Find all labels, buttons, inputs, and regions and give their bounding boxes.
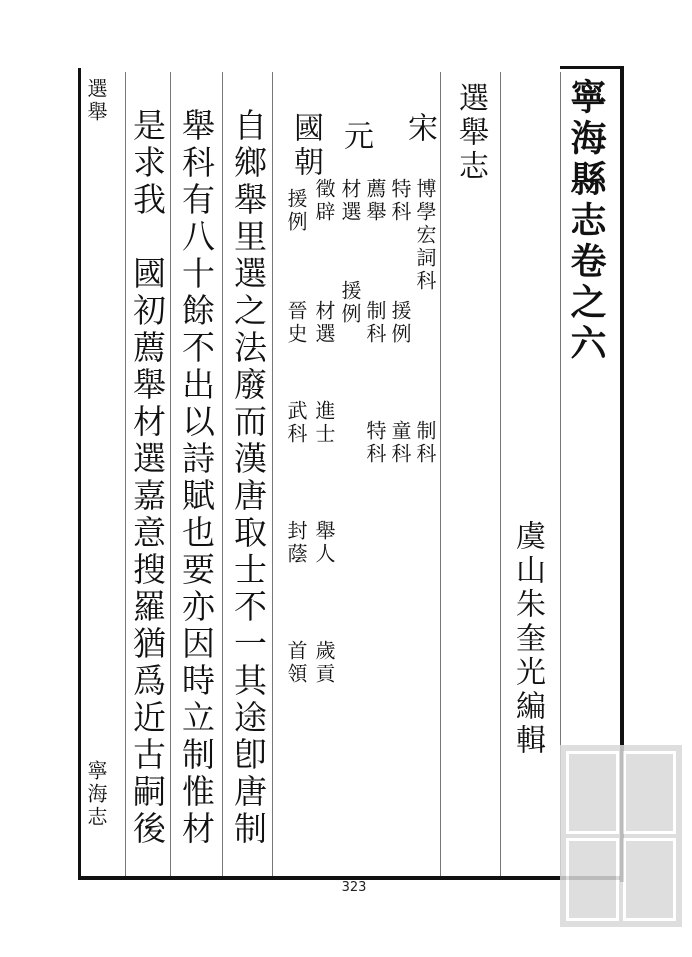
frame-top-line xyxy=(560,66,624,69)
category-item: 薦舉 xyxy=(363,178,387,224)
seal-glyph xyxy=(566,838,619,921)
category-item: 首領 xyxy=(284,640,308,686)
era-label-yuan: 元 xyxy=(338,120,373,154)
column-rule xyxy=(440,72,441,876)
category-item: 特科 xyxy=(388,178,412,224)
editor-credit: 虞山朱奎光編輯 xyxy=(510,520,545,758)
category-item: 晉史 xyxy=(284,300,308,346)
category-item: 援例 xyxy=(284,188,308,234)
category-item: 進士 xyxy=(312,400,336,446)
category-item: 制科 xyxy=(363,300,387,346)
frame-left-line xyxy=(78,68,81,878)
seal-glyph xyxy=(566,751,619,834)
column-rule xyxy=(125,72,126,876)
era-label-song: 宋 xyxy=(402,112,437,146)
category-item: 材選 xyxy=(312,300,336,346)
category-item: 特科 xyxy=(363,420,387,466)
page-number: 323 xyxy=(341,880,367,895)
seal-glyph xyxy=(623,838,676,921)
category-item: 徵辟 xyxy=(312,178,336,224)
column-rule xyxy=(272,72,273,876)
category-item: 童科 xyxy=(388,420,412,466)
seal-glyph xyxy=(623,751,676,834)
section-title: 選舉志 xyxy=(453,82,488,184)
margin-book-label: 寧海志 xyxy=(84,760,108,829)
category-item: 援例 xyxy=(338,280,362,326)
margin-section-label: 選舉 xyxy=(84,78,108,124)
body-line: 舉科有八十餘不出以詩賦也要亦因時立制惟材 xyxy=(177,108,216,848)
category-item: 材選 xyxy=(338,178,362,224)
category-item: 封蔭 xyxy=(284,520,308,566)
category-item: 舉人 xyxy=(312,520,336,566)
column-rule xyxy=(170,72,171,876)
column-rule xyxy=(500,72,501,876)
category-item: 援例 xyxy=(388,300,412,346)
library-seal-stamp xyxy=(560,745,682,927)
category-item: 歲貢 xyxy=(312,640,336,686)
volume-title: 寧海縣志卷之六 xyxy=(565,78,607,365)
category-item: 博學宏詞科 xyxy=(413,178,437,293)
category-item: 制科 xyxy=(413,420,437,466)
era-label-guochao: 國朝 xyxy=(288,112,323,180)
category-item: 武科 xyxy=(284,400,308,446)
body-line: 自鄉舉里選之法廢而漢唐取士不一其途卽唐制 xyxy=(229,108,268,848)
body-line: 是求我 國初薦舉材選嘉意搜羅猶爲近古嗣後 xyxy=(128,108,167,848)
column-rule xyxy=(222,72,223,876)
